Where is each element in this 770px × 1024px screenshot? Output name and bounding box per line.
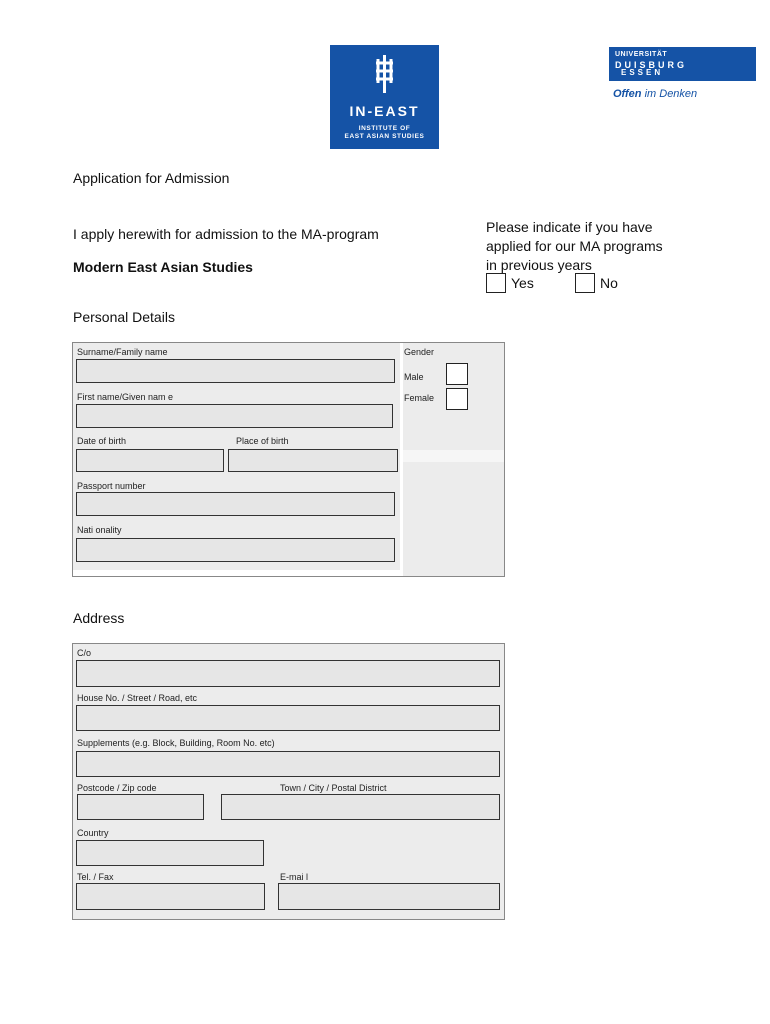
ude-slogan: Offen im Denken	[613, 88, 698, 100]
previous-no-label: No	[600, 275, 618, 291]
apply-text: I apply herewith for admission to the MA-program	[73, 226, 379, 242]
address-panel	[72, 643, 505, 920]
surname-field[interactable]	[76, 359, 395, 383]
gender-label: Gender	[404, 347, 435, 357]
surname-label: Surname/Family name	[77, 347, 168, 357]
in-east-logo-title: IN-EAST	[349, 103, 420, 119]
ude-logo-line3: ESSEN	[621, 68, 664, 77]
panel-bottom-strip	[73, 570, 400, 576]
in-east-logo	[330, 45, 439, 149]
firstname-field[interactable]	[76, 404, 393, 428]
previous-yes-label: Yes	[511, 275, 534, 291]
pob-field[interactable]	[228, 449, 398, 472]
male-label: Male	[404, 372, 424, 382]
tel-label: Tel. / Fax	[77, 872, 114, 882]
previous-no-checkbox[interactable]	[575, 273, 595, 293]
panel-stripe	[403, 450, 504, 462]
co-field[interactable]	[76, 660, 500, 687]
ude-logo-line1: UNIVERSITÄT	[615, 51, 668, 58]
ude-logo-line2: DUISBURG	[615, 60, 688, 70]
previous-application-question: Please indicate if you have applied for our MA programs in previous years	[486, 219, 663, 273]
female-checkbox[interactable]	[446, 388, 468, 410]
page-title: Application for Admission	[73, 170, 230, 186]
nationality-field[interactable]	[76, 538, 395, 562]
tel-field[interactable]	[76, 883, 265, 910]
passport-field[interactable]	[76, 492, 395, 516]
ude-logo	[609, 47, 756, 81]
in-east-emblem-icon	[330, 53, 439, 95]
personal-details-panel	[72, 342, 505, 577]
country-field[interactable]	[76, 840, 264, 866]
dob-label: Date of birth	[77, 436, 127, 446]
email-field[interactable]	[278, 883, 500, 910]
previous-yes-checkbox[interactable]	[486, 273, 506, 293]
town-label: Town / City / Postal District	[280, 783, 387, 793]
postcode-field[interactable]	[77, 794, 204, 820]
street-field[interactable]	[76, 705, 500, 731]
firstname-label: First name/Given nam e	[77, 392, 174, 402]
postcode-label: Postcode / Zip code	[77, 783, 157, 793]
address-heading: Address	[73, 610, 125, 626]
male-checkbox[interactable]	[446, 363, 468, 385]
co-label: C/o	[77, 648, 92, 658]
supplements-label: Supplements (e.g. Block, Building, Room No. etc)	[77, 738, 275, 748]
email-label: E-mai l	[280, 872, 309, 882]
country-label: Country	[77, 828, 109, 838]
program-name: Modern East Asian Studies	[73, 259, 253, 275]
dob-field[interactable]	[76, 449, 224, 472]
personal-details-heading: Personal Details	[73, 309, 175, 325]
pob-label: Place of birth	[236, 436, 289, 446]
passport-label: Passport number	[77, 481, 146, 491]
in-east-logo-subtitle: INSTITUTE OF EAST ASIAN STUDIES	[344, 125, 425, 140]
street-label: House No. / Street / Road, etc	[77, 693, 198, 703]
nationality-label: Nati onality	[77, 525, 122, 535]
town-field[interactable]	[221, 794, 500, 820]
female-label: Female	[404, 393, 435, 403]
supplements-field[interactable]	[76, 751, 500, 777]
